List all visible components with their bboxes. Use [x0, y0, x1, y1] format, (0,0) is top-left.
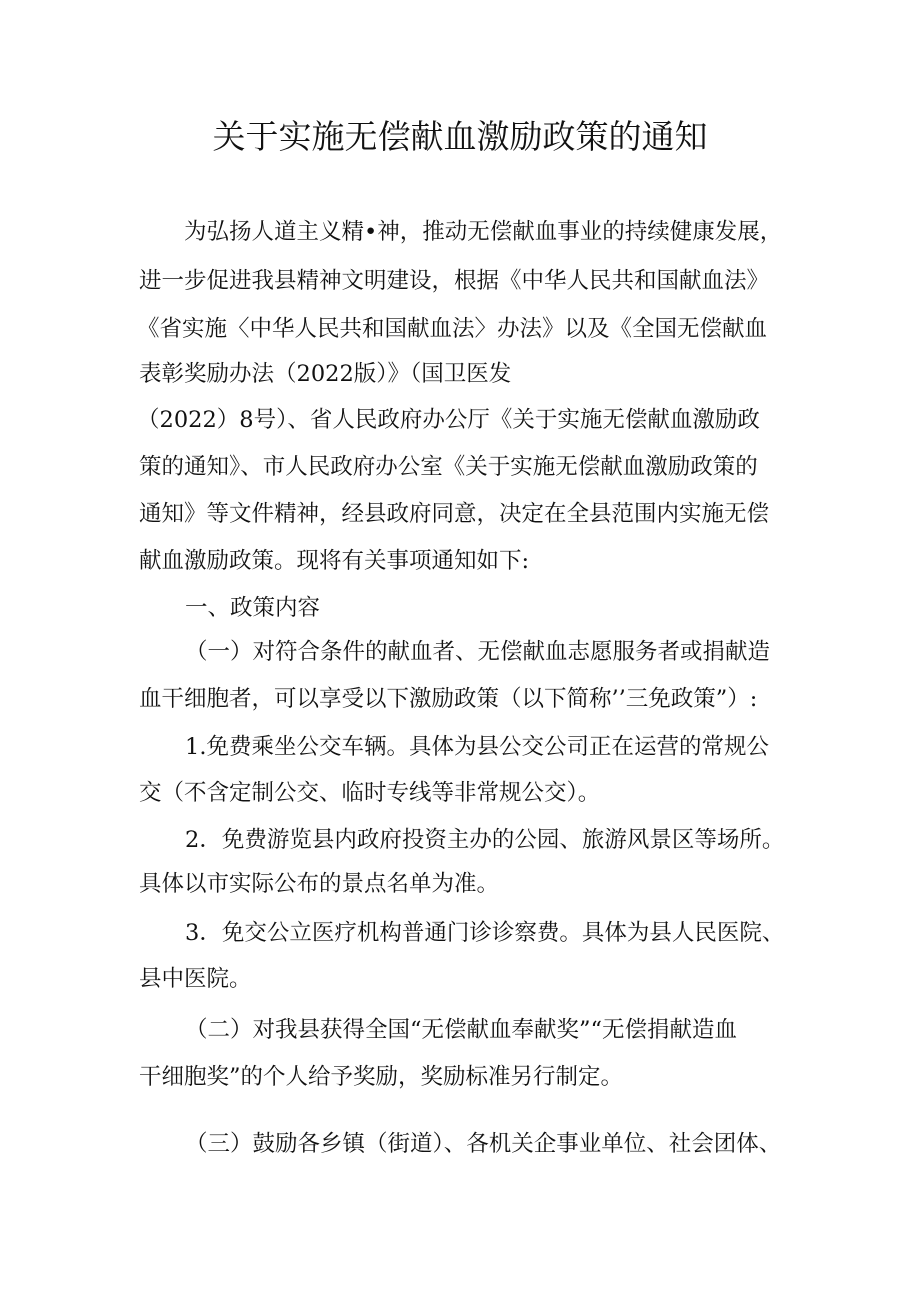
body-line: 进一步促进我县精神文明建设，根据《中华人民共和国献血法》 [139, 268, 770, 294]
body-line: 具体以市实际公布的景点名单为准。 [139, 871, 500, 897]
body-line: 血干细胞者，可以享受以下激励政策（以下简称’’三免政策”）: [139, 686, 758, 712]
body-line: 策的通知》、市人民政府办公室《关于实施无偿献血激励政策的 [139, 454, 758, 480]
body-line: 干细胞奖”的个人给予奖励，奖励标准另行制定。 [139, 1064, 624, 1090]
body-line: （三）鼓励各乡镇（街道）、各机关企事业单位、社会团体、 [185, 1131, 782, 1157]
body-line: （一）对符合条件的献血者、无偿献血志愿服务者或捐献造 [185, 639, 771, 665]
body-line: 交（不含定制公交、临时专线等非常规公交）。 [139, 780, 601, 806]
body-line: 表彰奖励办法（2022版）》（国卫医发 [139, 361, 512, 387]
body-line: 县中医院。 [139, 966, 252, 992]
body-line: （二）对我县获得全国“无偿献血奉献奖”“无偿捐献造血 [185, 1017, 738, 1043]
document-title: 关于实施无偿献血激励政策的通知 [212, 117, 708, 156]
body-line: 通知》等文件精神，经县政府同意，决定在全县范围内实施无偿 [139, 501, 770, 527]
body-line: 为弘扬人道主义精•神，推动无偿献血事业的持续健康发展， [184, 219, 783, 245]
section-heading: 一、政策内容 [185, 595, 321, 621]
body-line: 献血激励政策。现将有关事项通知如下: [139, 548, 530, 574]
body-line: 1.免费乘坐公交车辆。具体为县公交公司正在运营的常规公 [185, 734, 769, 760]
body-line: 2．免费游览县内政府投资主办的公园、旅游风景区等场所。 [185, 827, 785, 853]
body-line: 3．免交公立医疗机构普通门诊诊察费。具体为县人民医院、 [185, 920, 785, 946]
body-line: （2022）8号）、省人民政府办公厅《关于实施无偿献血激励政 [137, 407, 760, 433]
body-line: 《省实施〈中华人民共和国献血法〉办法》以及《全国无偿献血 [137, 316, 768, 342]
